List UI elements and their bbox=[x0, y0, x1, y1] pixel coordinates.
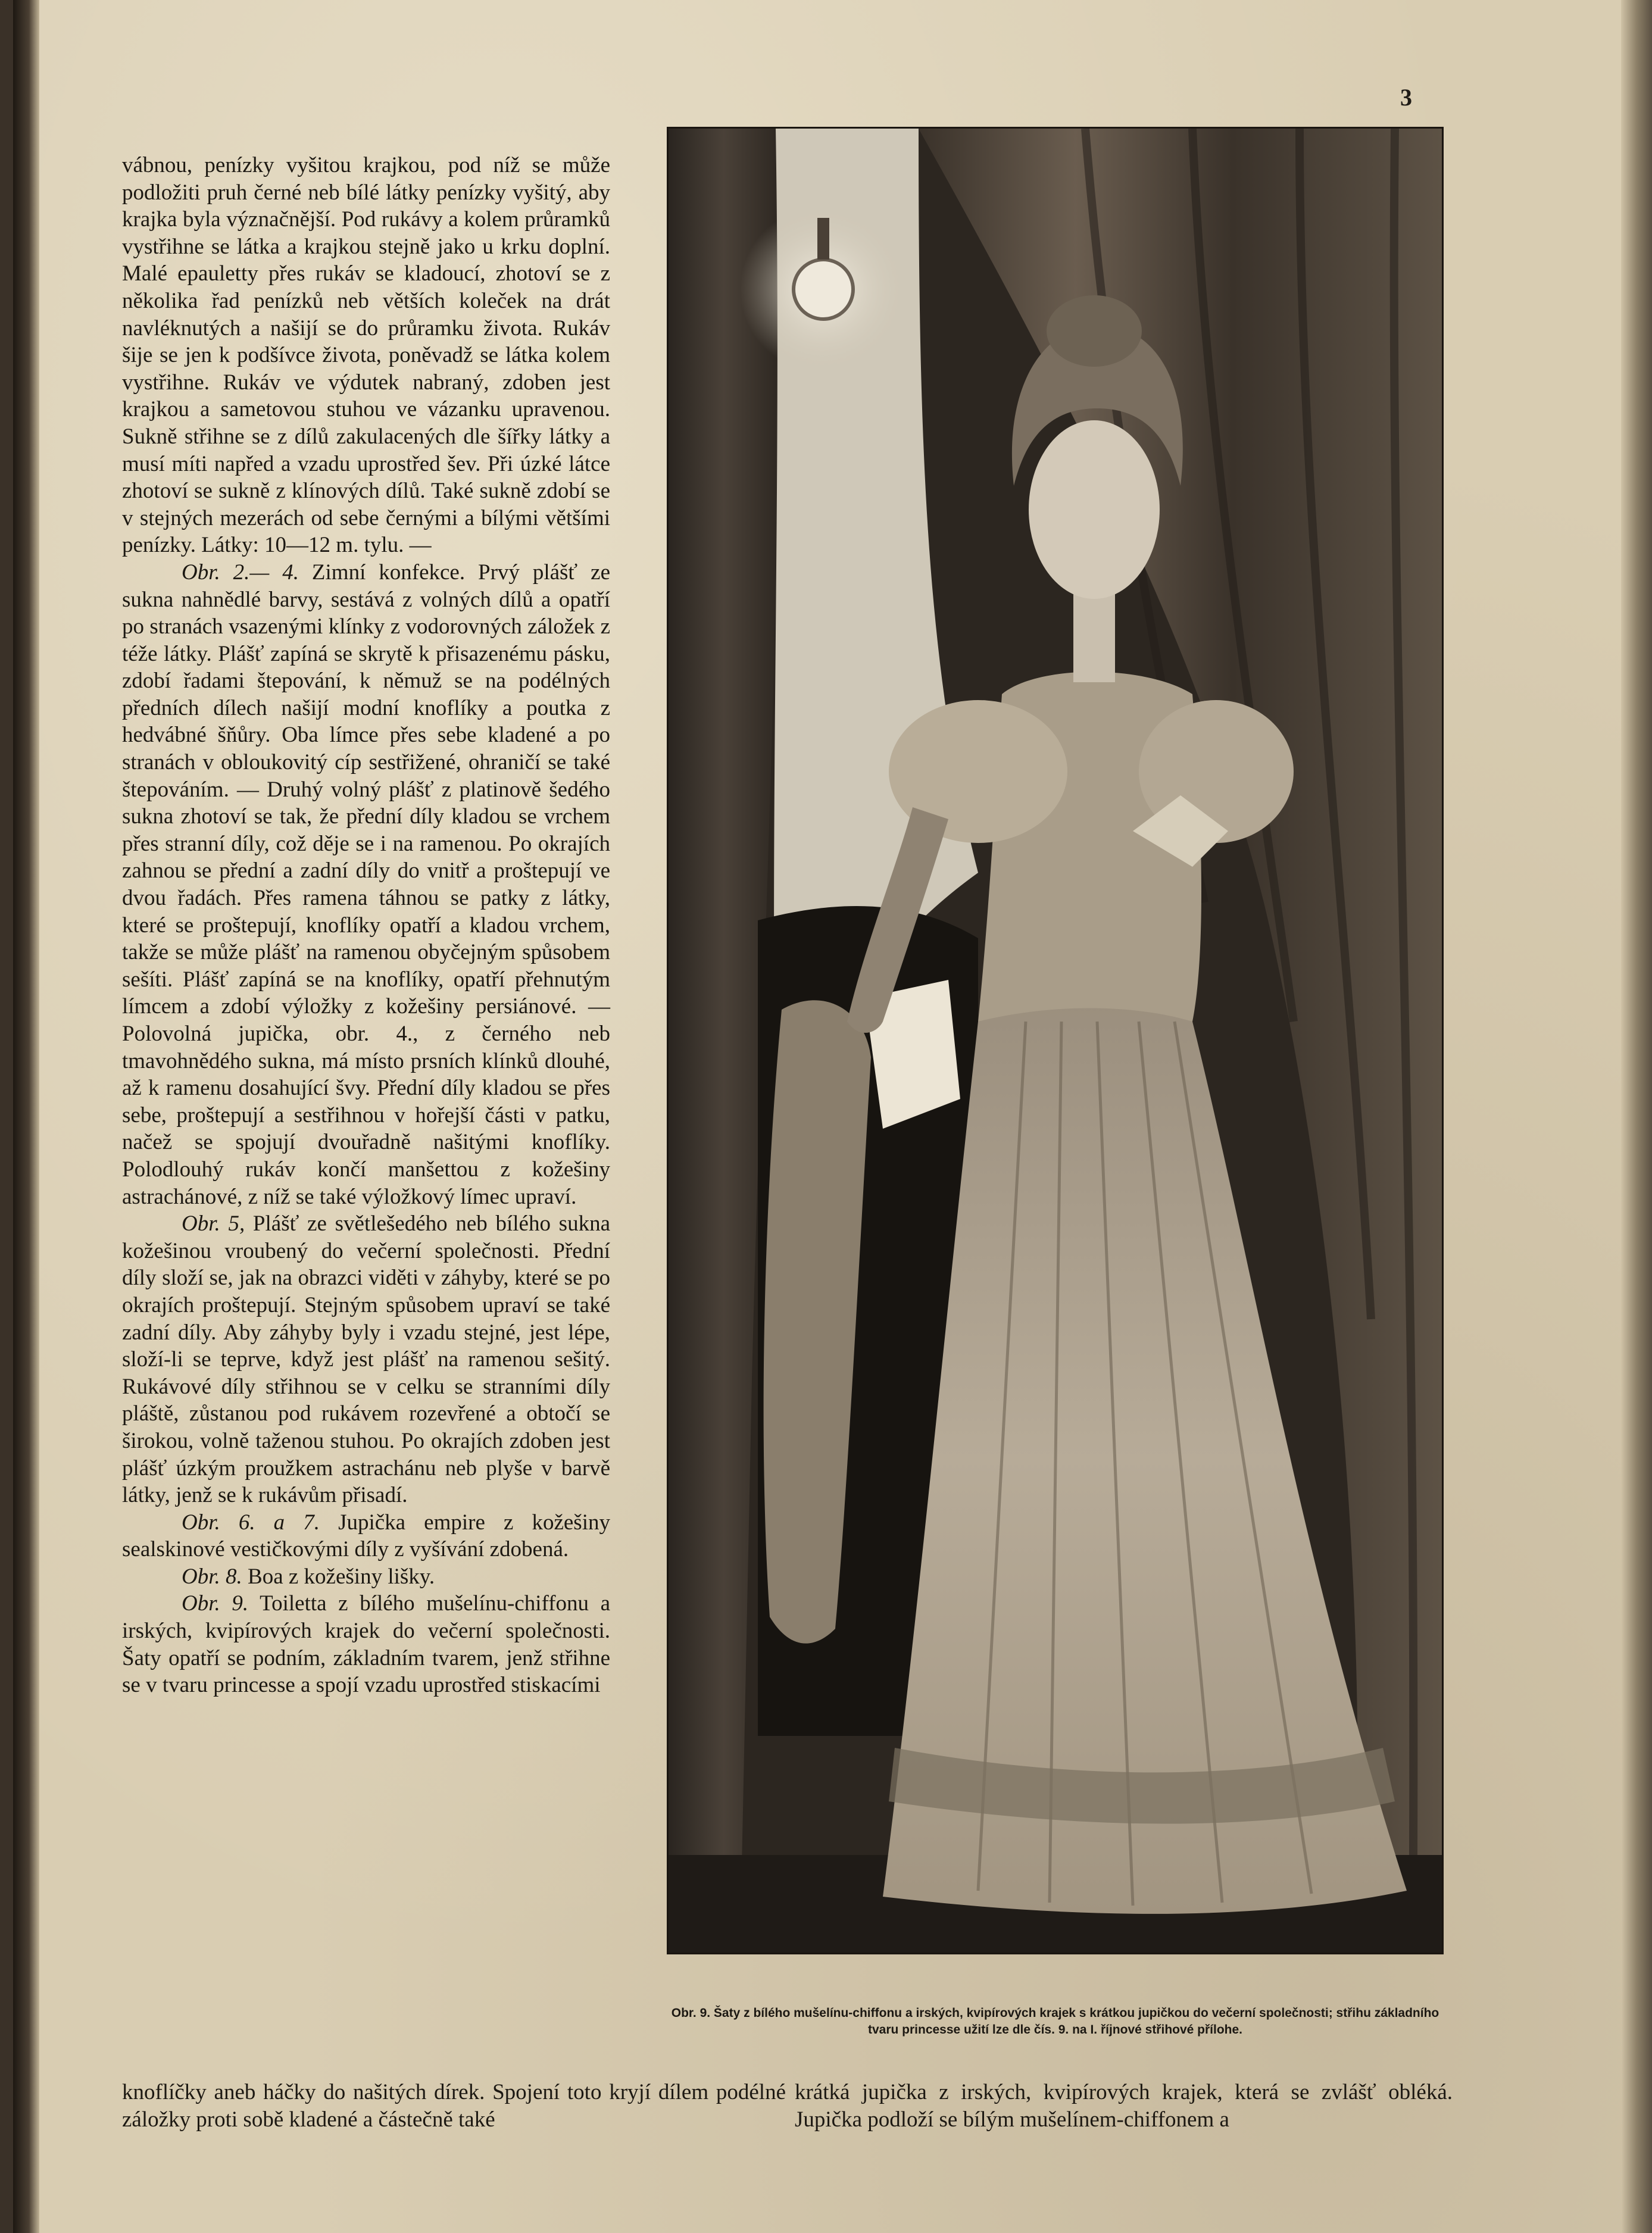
figure-reference: Obr. 2.— 4. bbox=[182, 560, 299, 585]
page-edge bbox=[1621, 0, 1652, 2233]
photo-caption: Obr. 9. Šaty z bílého mušelínu-chiffonu a irských, kvipírových krajek s krátkou jupičkou do večerní společnosti; střihu základního tvaru princesse užití lze dle čís. 9. na I. říjnové střihové přílohe. bbox=[671, 2006, 1439, 2037]
paragraph-text: Boa z kožešiny lišky. bbox=[242, 1564, 435, 1589]
left-text-column bbox=[122, 152, 610, 1699]
bottom-right-text: krátká jupička z irských, kvipírových krajek, která se zvlášť obléká. Jupička podloží se bílým mušelínem-chiffonem a bbox=[795, 2080, 1453, 2132]
figure-reference: Obr. 8. bbox=[182, 1564, 242, 1589]
paragraph-text: Plášť ze světlešedého neb bílého sukna kožešinou vroubený do večerní společnosti. Přední díly složí se, jak na obrazci viděti v záhyby, které se po okrajích proštepují. Stejným spůsobem upraví se také zadní díly. Aby záhyby byly i vzadu stejné, jest lépe, složí-li se teprve, když jest plášť na ramenou sešitý. Rukávové díly střihnou se v celku se stranními díly pláště, zůstanou pod rukávem rozevřené a obtočí se širokou, volně taženou stuhou. Po okrajích zdoben jest plášť úzkým proužkem astrachánu neb plyše v barvě látky, jenž se k rukávům přisadí. bbox=[122, 1211, 610, 1508]
paragraph-obr-9 bbox=[122, 1590, 610, 1698]
photo-illustration bbox=[669, 129, 1442, 1953]
paragraph-obr-8 bbox=[122, 1563, 610, 1591]
paragraph-obr-6-7 bbox=[122, 1509, 610, 1563]
fashion-photograph bbox=[667, 127, 1444, 1954]
page-binding bbox=[13, 0, 39, 2233]
paragraph-obr-2-4 bbox=[122, 559, 610, 1210]
figure-reference: Obr. 9. bbox=[182, 1591, 249, 1616]
lamp-icon bbox=[794, 260, 853, 319]
bottom-left-text: knoflíčky aneb háčky do našitých dírek. Spojení toto kryjí dílem podélné záložky proti sobě kladené a částečně také bbox=[122, 2080, 786, 2132]
magazine-page bbox=[13, 0, 1652, 2233]
paragraph-continuation bbox=[122, 152, 610, 559]
face bbox=[1029, 420, 1160, 599]
figure-reference: Obr. 5, bbox=[182, 1211, 245, 1236]
neck bbox=[1073, 587, 1115, 682]
paragraph-text: Jupička empire z kožešiny sealskinové vestičkovými díly z vyšívání zdobená. bbox=[122, 1510, 610, 1562]
paragraph-text: vábnou, penízky vyšitou krajkou, pod níž se může podložiti pruh černé neb bílé látky penízky vyšitý, aby krajka byla význačnější. Pod rukávy a kolem průramků vystřihne se látka a krajkou stejně jako u krku doplní. Malé epauletty přes rukáv se kladoucí, zhotoví se z několika řad penízků neb větších koleček na drát navléknutých a našijí se do průramku života. Rukáv šije se jen k podšívce života, poněvadž se látka kolem vystřihne. Rukáv ve výdutek nabraný, zdoben jest krajkou a sametovou stuhou ve vázanku upravenou. Sukně střihne se z dílů zakulacených dle šířky látky a musí míti napřed a vzadu uprostřed šev. Při úzké látce zhotoví se sukně z klínových dílů. Také sukně zdobí se v stejných mezerách od sebe černými a bílými většími penízky. Látky: 10—12 m. tylu. — bbox=[122, 153, 610, 558]
paragraph-text: Toiletta z bílého mušelínu-chiffonu a irských, kvipírových krajek do večerní společnosti. Šaty opatří se podním, základním tvarem, jenž střihne se v tvaru princesse a spojí vzadu uprostřed stiskacími bbox=[122, 1591, 610, 1698]
paragraph-text: Zimní konfekce. Prvý plášť ze sukna nahnědlé barvy, sestává z volných dílů a opatří po stranách vsazenými klínky z vodorovných záložek z téže látky. Plášť zapíná se skrytě k přisazenému pásku, zdobí řadami štepování, k němuž se na podélných předních dílech našijí modní knoflíky a poutka z hedvábné šňůry. Oba límce přes sebe kladené a po stranách v obloukovitý cíp sestřižené, ohraničí se také štepováním. — Druhý volný plášť z platinově šedého sukna zhotoví se tak, že přední díly kladou se vrchem přes stranní díly, což děje se i na ramenou. Po okrajích zahnou se přední a zadní díly do vnitř a proštepují ve dvou řadách. Přes ramena táhnou se patky z látky, které se proštepují, knoflíky opatří a kladou vrchem, takže se může plášť na ramenou obyčejným spůsobem sešíti. Plášť zapíná se na knoflíky, opatří přehnutým límcem a zdobí výložky z kožešiny persiánové. — Polovolná jupička, obr. 4., z černého neb tmavohnědého sukna, má místo prsních klínků dlouhé, až k ramenu dosahující švy. Přední díly kladou se přes sebe, proštepují a sestřihnou v hořejší části v patku, načež se spojují dvouřadně našitými knoflíky. Polodlouhý rukáv končí manšettou z kožešiny astrachánové, z níž se také výložkový límec upraví. bbox=[122, 560, 610, 1209]
figure-reference: Obr. 6. a 7. bbox=[182, 1510, 320, 1535]
page-number: 3 bbox=[1400, 84, 1412, 111]
paragraph-obr-5 bbox=[122, 1210, 610, 1509]
